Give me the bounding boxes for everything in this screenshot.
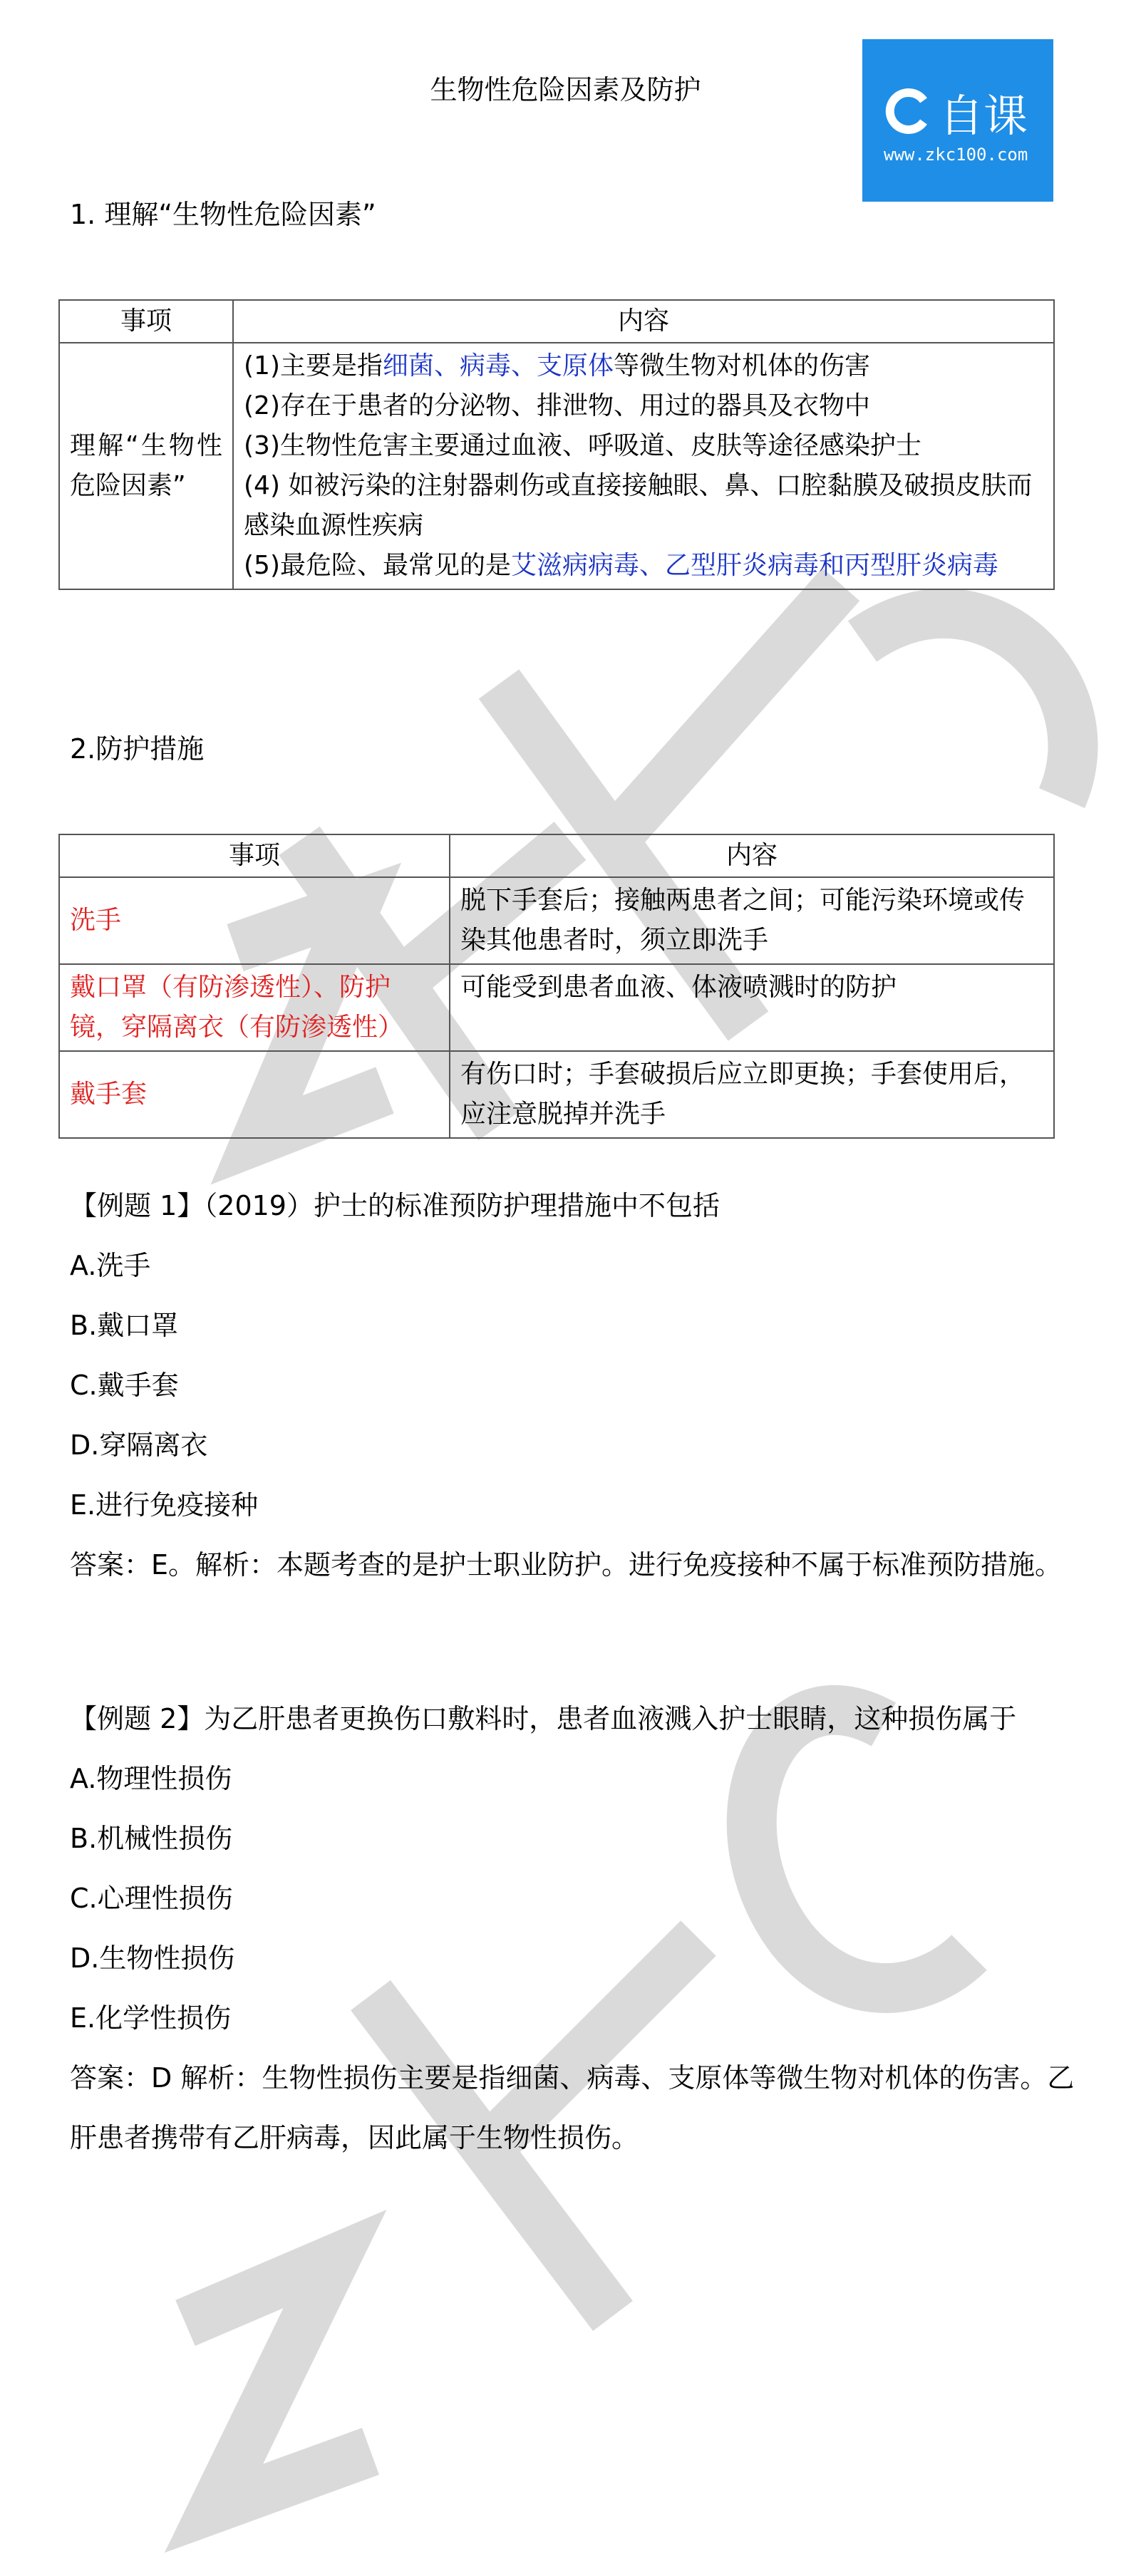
example2-option: E.化学性损伤: [70, 2002, 232, 2034]
table-row: [59, 1051, 1054, 1138]
logo-url: www.zkc100.com: [884, 145, 1028, 165]
content-line-3: (3)生物性危害主要通过血液、呼吸道、皮肤等途径感染护士: [244, 431, 921, 460]
example2-stem-text: 为乙肝患者更换伤口敷料时，患者血液溅入护士眼睛，这种损伤属于: [204, 1703, 1017, 1734]
logo-c-icon: [882, 86, 932, 136]
example2-label: 【例题 2】: [70, 1703, 205, 1734]
table-biological-risk: [58, 299, 1055, 590]
col-header-item: 事项: [59, 300, 233, 343]
example1-option: A.洗手: [70, 1250, 151, 1281]
example2-stem: [70, 1689, 1082, 1749]
line5-prefix: (5)最危险、最常见的是: [244, 551, 511, 580]
zkc-logo: [862, 39, 1053, 202]
table-row: [59, 877, 1054, 964]
measure-item: 戴手套: [59, 1051, 450, 1138]
example2-option: A.物理性损伤: [70, 1763, 232, 1794]
line1-suffix: 等微生物对机体的伤害: [614, 351, 871, 381]
measure-item: 戴口罩（有防渗透性）、防护镜，穿隔离衣（有防渗透性）: [59, 964, 450, 1051]
row-content: [233, 343, 1054, 589]
content-line-2: (2)存在于患者的分泌物、排泄物、用过的器具及衣物中: [244, 391, 870, 420]
example1-option: C.戴手套: [70, 1370, 179, 1401]
example2-option: C.心理性损伤: [70, 1883, 233, 1914]
measure-content: 有伤口时；手套破损后应立即更换；手套使用后，应注意脱掉并洗手: [450, 1051, 1054, 1138]
page-title: 生物性危险因素及防护: [430, 74, 701, 105]
line5-highlight: 艾滋病病毒、乙型肝炎病毒和丙型肝炎病毒: [511, 551, 999, 580]
example2: [70, 1689, 1082, 2168]
example1-label: 【例题 1】: [70, 1190, 205, 1221]
example1-option: B.戴口罩: [70, 1310, 179, 1341]
row-label: 理解“生物性危险因素”: [59, 343, 233, 589]
measure-content: 脱下手套后；接触两患者之间；可能污染环境或传染其他患者时，须立即洗手: [450, 877, 1054, 964]
example1-stem-text: （2019）护士的标准预防护理措施中不包括: [204, 1190, 720, 1221]
example1-option: E.进行免疫接种: [70, 1489, 259, 1521]
content-line-5: [244, 546, 1043, 586]
content-line-4: (4) 如被污染的注射器刺伤或直接接触眼、鼻、口腔黏膜及破损皮肤而感染血源性疾病: [244, 471, 1033, 540]
table-header-row: [59, 834, 1054, 877]
line1-highlight: 细菌、病毒、支原体: [383, 351, 614, 381]
example1-stem: [70, 1176, 1082, 1236]
table-row: [59, 964, 1054, 1051]
example2-option: B.机械性损伤: [70, 1823, 233, 1854]
example2-answer: 答案：D 解析：生物性损伤主要是指细菌、病毒、支原体等微生物对机体的伤害。乙肝患者携带有乙肝病毒，因此属于生物性损伤。: [70, 2062, 1075, 2153]
example1-answer: 答案：E。解析：本题考查的是护士职业防护。进行免疫接种不属于标准预防措施。: [70, 1549, 1063, 1581]
logo-brand: 自课: [939, 90, 1028, 142]
col-header-item: 事项: [59, 834, 450, 877]
table-row: [59, 343, 1054, 589]
measure-content: 可能受到患者血液、体液喷溅时的防护: [450, 964, 1054, 1051]
section1-heading: 1. 理解“生物性危险因素”: [70, 199, 376, 230]
table-protection-measures: [58, 834, 1055, 1139]
measure-item: 洗手: [59, 877, 450, 964]
example1: [70, 1176, 1082, 1595]
line1-prefix: (1)主要是指: [244, 351, 383, 381]
col-header-content: 内容: [450, 834, 1054, 877]
example1-option: D.穿隔离衣: [70, 1429, 208, 1461]
example2-option: D.生物性损伤: [70, 1943, 235, 1974]
col-header-content: 内容: [233, 300, 1054, 343]
table-header-row: [59, 300, 1054, 343]
section2-heading: 2.防护措施: [70, 733, 205, 765]
content-line-1: [244, 346, 1043, 386]
